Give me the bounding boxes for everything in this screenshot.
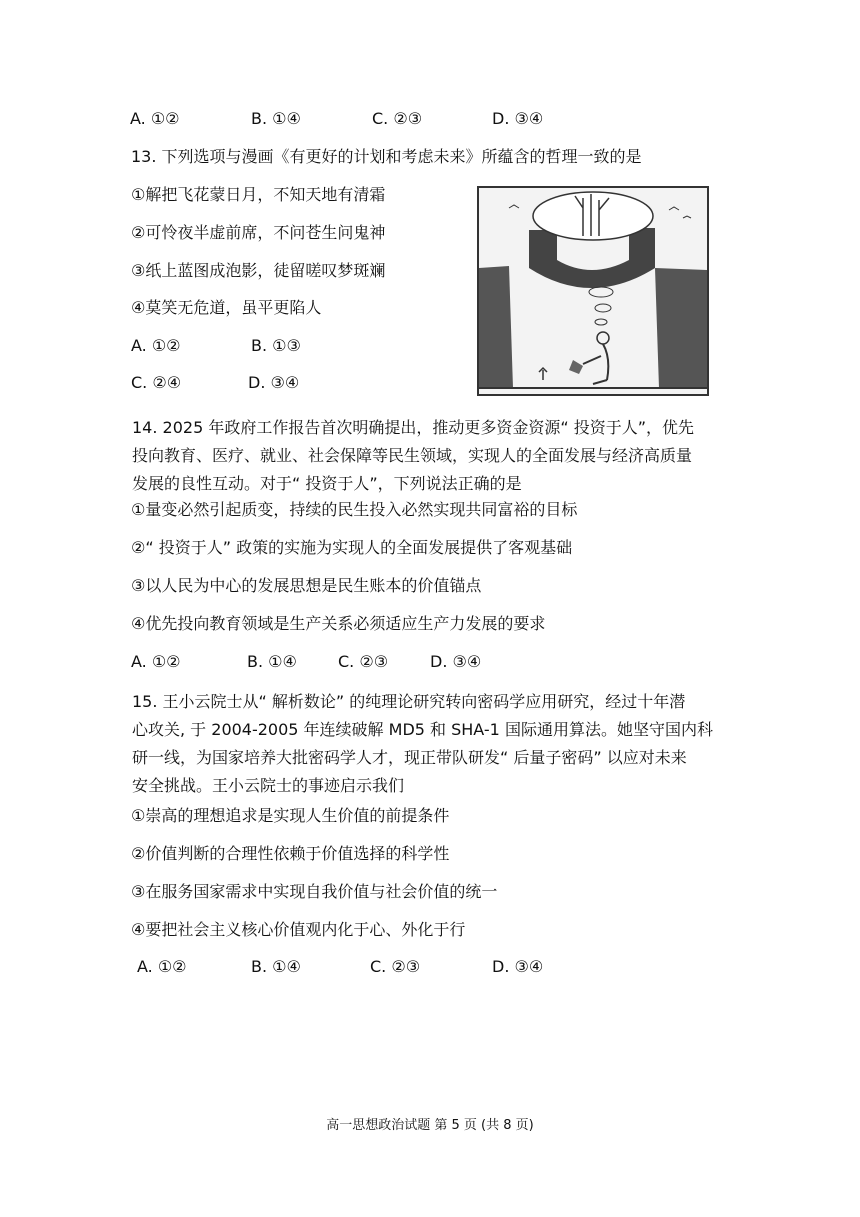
q14-option-a: A. ①② <box>131 652 181 671</box>
q15-item-2: ②价值判断的合理性依赖于价值选择的科学性 <box>131 844 450 863</box>
q12-option-d: D. ③④ <box>492 109 544 128</box>
q12-option-c: C. ②③ <box>372 109 423 128</box>
q14-item-1: ①量变必然引起质变，持续的民生投入必然实现共同富裕的目标 <box>131 500 578 519</box>
q15-item-3: ③在服务国家需求中实现自我价值与社会价值的统一 <box>131 882 498 901</box>
q15-stem <box>132 688 732 800</box>
q14-option-c: C. ②③ <box>338 652 389 671</box>
q14-option-b: B. ①④ <box>247 652 297 671</box>
q15-option-c: C. ②③ <box>370 957 421 976</box>
right-cliff <box>655 268 707 388</box>
q15-stem-line-2: 心攻关, 于 2004-2005 年连续破解 MD5 和 SHA-1 国际通用算法。她坚守国内科 <box>132 720 713 739</box>
q13-item-1: ①解把飞花蒙日月，不知天地有清霜 <box>131 185 386 204</box>
q13-option-b: B. ①③ <box>251 336 301 355</box>
q15-option-d: D. ③④ <box>492 957 544 976</box>
q14-item-2: ②“ 投资于人” 政策的实施为实现人的全面发展提供了客观基础 <box>131 538 573 557</box>
thought-circle-1 <box>589 287 613 297</box>
q14-item-4: ④优先投向教育领域是生产关系必须适应生产力发展的要求 <box>131 614 546 633</box>
q15-stem-line-3: 研一线，为国家培养大批密码学人才，现正带队研发“ 后量子密码” 以应对未来 <box>132 748 687 767</box>
q14-stem-line-3: 发展的良性互动。对于“ 投资于人”，下列说法正确的是 <box>132 474 522 493</box>
q15-item-4: ④要把社会主义核心价值观内化于心、外化于行 <box>131 920 466 939</box>
thought-circle-2 <box>595 304 611 312</box>
q15-option-b: B. ①④ <box>251 957 301 976</box>
thought-bubble <box>533 192 653 240</box>
q13-option-a: A. ①② <box>131 336 181 355</box>
q13-option-d: D. ③④ <box>248 373 300 392</box>
q14-stem-line-1: 14. 2025 年政府工作报告首次明确提出，推动更多资金资源“ 投资于人”，优先 <box>132 418 695 437</box>
sprout <box>539 368 547 380</box>
q15-option-a: A. ①② <box>137 957 187 976</box>
q14-item-3: ③以人民为中心的发展思想是民生账本的价值锚点 <box>131 576 482 595</box>
person-body <box>583 344 608 384</box>
q13-item-3: ③纸上蓝图成泡影，徒留嗟叹梦斑斓 <box>131 261 386 280</box>
q13-option-c: C. ②④ <box>131 373 182 392</box>
q13-item-2: ②可怜夜半虚前席，不问苍生问鬼神 <box>131 223 386 242</box>
q12-option-a: A. ①② <box>130 109 180 128</box>
q15-item-1: ①崇高的理想追求是实现人生价值的前提条件 <box>131 806 450 825</box>
q14-option-d: D. ③④ <box>430 652 482 671</box>
q15-stem-line-1: 15. 王小云院士从“ 解析数论” 的纯理论研究转向密码学应用研究，经过十年潜 <box>132 692 686 711</box>
q12-option-b: B. ①④ <box>251 109 301 128</box>
q15-stem-line-4: 安全挑战。王小云院士的事迹启示我们 <box>132 776 405 795</box>
q14-stem <box>132 414 732 498</box>
page-footer: 高一思想政治试题 第 5 页 (共 8 页) <box>326 1118 534 1133</box>
q13-cartoon-image <box>477 186 709 396</box>
q14-stem-line-2: 投向教育、医疗、就业、社会保障等民生领域，实现人的全面发展与经济高质量 <box>132 446 693 465</box>
q13-stem: 13. 下列选项与漫画《有更好的计划和考虑未来》所蕴含的哲理一致的是 <box>131 147 642 166</box>
thought-circle-3 <box>595 319 607 325</box>
cartoon-drawing <box>479 188 707 394</box>
left-cliff <box>479 266 513 388</box>
watering-can <box>569 360 583 374</box>
person-head <box>597 332 609 344</box>
q13-item-4: ④莫笑无危道，虽平更陷人 <box>131 298 322 317</box>
